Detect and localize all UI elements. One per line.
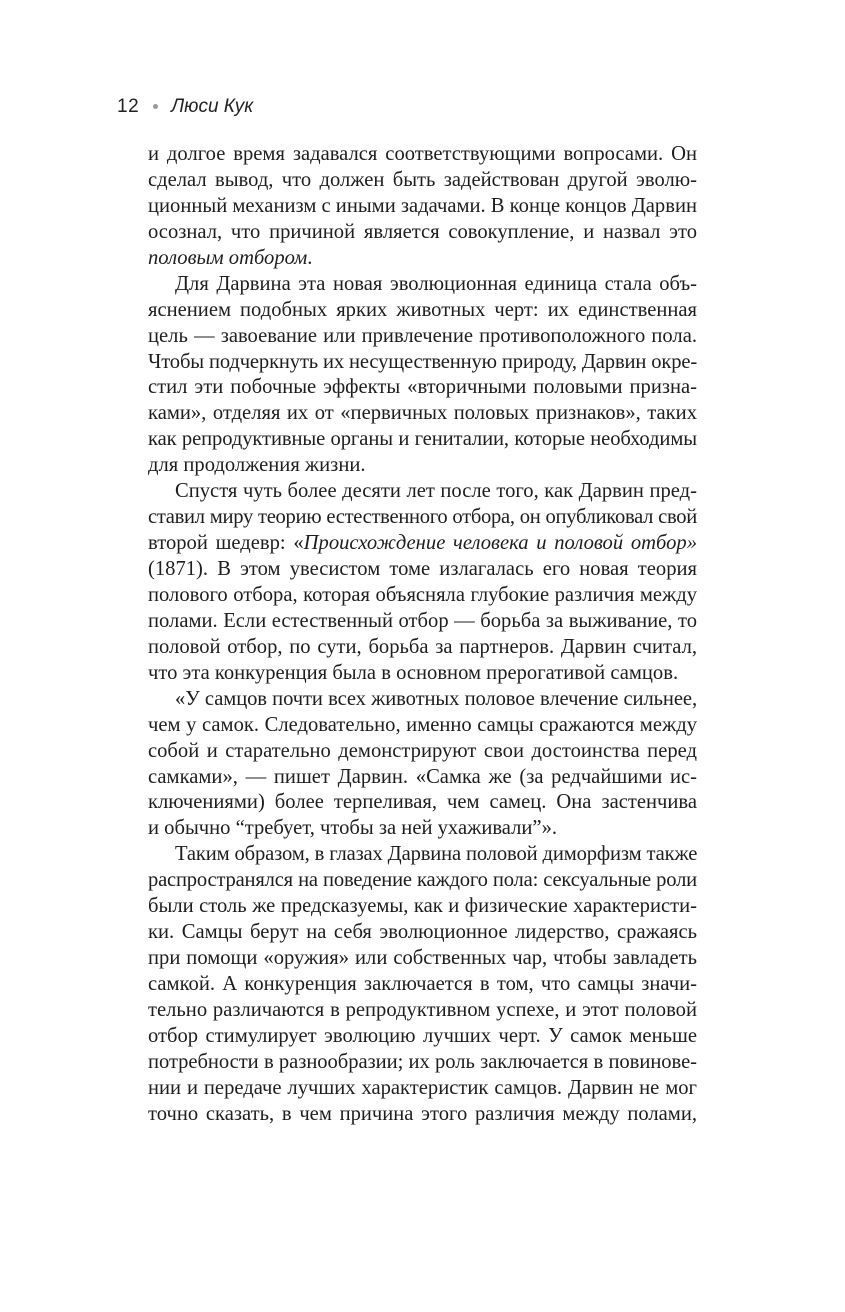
text-line: и долгое время задавался соответствующими вопросами. Он: [148, 143, 697, 165]
text-line: осознал, что причиной является совокупление, и назвал это: [148, 220, 697, 243]
emphasis-text: половым отбором: [148, 246, 308, 269]
text-line: ключениями) более терпеливая, чем самец. Она застенчива: [148, 791, 697, 814]
text-line: как репродуктивные органы и гениталии, которые необходимы: [148, 428, 697, 451]
page-number: 12: [117, 96, 140, 117]
text-line: точно сказать, в чем причина этого различия между полами,: [148, 1102, 697, 1125]
text-line: полами. Если естественный отбор — борьба за выживание, то: [148, 609, 697, 632]
text-line: полового отбора, которая объясняла глубокие различия между: [148, 583, 697, 606]
text-line: Чтобы подчеркнуть их несущественную природу, Дарвин окре-: [148, 350, 697, 373]
text-line: для продолжения жизни.: [148, 454, 366, 477]
text-line: яснением подобных ярких животных черт: их единственная: [148, 298, 697, 321]
text-line: ционный механизм с иными задачами. В конце концов Дарвин: [148, 194, 697, 217]
text-line: ками», отделяя их от «первичных половых признаков», таких: [148, 402, 697, 425]
text-fragment: второй шедевр: «: [148, 532, 304, 555]
text-line: чем у самок. Следовательно, именно самцы сражаются между: [148, 713, 697, 736]
text-line: Таким образом, в глазах Дарвина половой диморфизм также: [175, 843, 697, 866]
text-fragment: .: [307, 246, 313, 269]
text-line: собой и старательно демонстрируют свои достоинства перед: [148, 739, 697, 762]
text-line: что эта конкуренция была в основном прерогативой самцов.: [148, 661, 679, 684]
text-line: «У самцов почти всех животных половое влечение сильнее,: [175, 687, 697, 710]
text-line: нии и передаче лучших характеристик самцов. Дарвин не мог: [148, 1076, 697, 1099]
body-text: [148, 142, 697, 1128]
running-head: [117, 92, 253, 122]
text-line: цель — завоевание или привлечение противоположного пола.: [148, 324, 697, 347]
text-line: [148, 246, 697, 272]
text-line: при помощи «оружия» или собственных чар, чтобы завладеть: [148, 947, 697, 970]
text-line: Спустя чуть более десяти лет после того, как Дарвин пред-: [175, 480, 697, 503]
text-line: ставил миру теорию естественного отбора, он опубликовал свой: [148, 506, 697, 529]
author-name: Люси Кук: [171, 96, 254, 117]
text-line: самкой. А конкуренция заключается в том, что самцы значи-: [148, 973, 697, 995]
book-title: Происхождение человека и половой отбор»: [303, 532, 697, 555]
text-line: (1871). В этом увесистом томе излагалась его новая теория: [148, 558, 697, 580]
text-line: половой отбор, по сути, борьба за партнеров. Дарвин считал,: [148, 635, 697, 658]
bullet-separator-icon: [153, 104, 158, 109]
text-line: и обычно “требует, чтобы за ней ухаживали”».: [148, 817, 558, 840]
text-line: сделал вывод, что должен быть задействован другой эволю-: [148, 168, 697, 191]
text-line: распространялся на поведение каждого пола: сексуальные роли: [148, 869, 697, 892]
text-line: стил эти побочные эффекты «вторичными половыми призна-: [148, 376, 697, 399]
text-line: тельно различаются в репродуктивном успехе, и этот половой: [148, 998, 697, 1021]
text-line: самками», — пишет Дарвин. «Самка же (за редчайшими ис-: [148, 765, 697, 788]
text-line: потребности в разнообразии; их роль заключается в повинове-: [148, 1050, 697, 1073]
text-line: Для Дарвина эта новая эволюционная единица стала объ-: [175, 272, 697, 295]
text-line: [148, 531, 697, 557]
text-line: ки. Самцы берут на себя эволюционное лидерство, сражаясь: [148, 921, 697, 944]
text-line: отбор стимулирует эволюцию лучших черт. У самок меньше: [148, 1024, 697, 1047]
text-line: были столь же предсказуемы, как и физические характеристи-: [148, 895, 697, 918]
